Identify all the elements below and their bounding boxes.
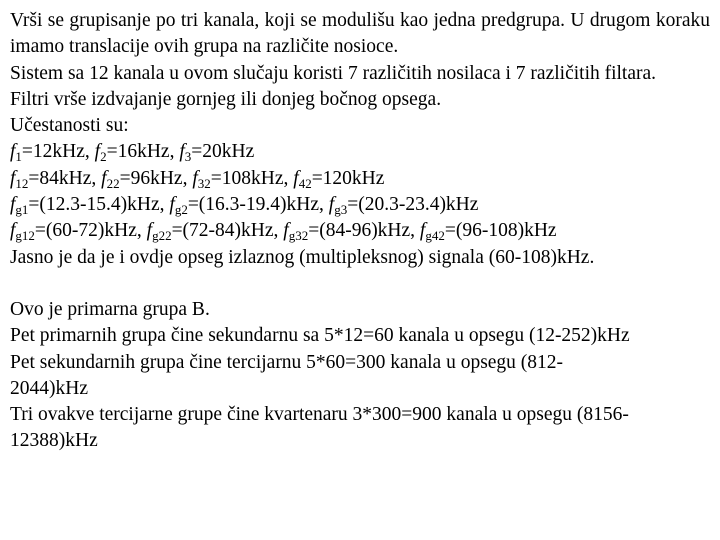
frequency-subscript: g12 — [15, 228, 35, 244]
frequency-subscript: g2 — [174, 202, 188, 218]
frequency-symbol: f — [283, 220, 289, 242]
frequency-subscript: 1 — [15, 149, 22, 165]
frequency-symbol: f — [328, 194, 335, 216]
paragraph-conclusion: Jasno je da je i ovdje opseg izlaznog (multipleksnog) signala (60-108)kHz. — [10, 246, 595, 268]
frequency-subscript: 22 — [106, 175, 120, 191]
frequency-symbol: f — [179, 141, 185, 163]
frequency-value: =96kHz, — [119, 167, 193, 189]
frequency-value: =(12.3-15.4)kHz, — [28, 194, 170, 216]
frequency-subscript: 12 — [15, 175, 29, 191]
frequency-subscript: g42 — [425, 228, 445, 244]
paragraph-gap — [10, 271, 710, 297]
frequency-symbol: f — [10, 141, 16, 163]
frequency-value: =(60-72)kHz, — [34, 220, 147, 242]
frequency-symbol: f — [293, 167, 299, 189]
frequency-line-carriers-1 — [10, 139, 710, 165]
frequency-symbol: f — [10, 167, 16, 189]
frequency-subscript: 3 — [184, 149, 192, 165]
frequency-value: =120kHz — [311, 167, 385, 189]
paragraph-system: Sistem sa 12 kanala u ovom slučaju koristi 7 različitih nosilaca i 7 različitih filtara. — [10, 62, 657, 84]
frequency-value: =(72-84)kHz, — [171, 220, 284, 242]
frequency-value: =(20.3-23.4)kHz — [347, 194, 479, 216]
frequency-subscript: 42 — [298, 175, 312, 191]
frequency-subscript: 32 — [197, 175, 211, 191]
frequency-subscript: g32 — [288, 228, 309, 244]
paragraph-filters: Filtri vrše izdvajanje gornjeg ili donjeg bočnog opsega. — [10, 88, 442, 110]
frequency-symbol: f — [192, 167, 198, 189]
frequency-symbol: f — [146, 220, 153, 242]
frequency-value: =12kHz, — [21, 141, 95, 163]
frequency-value: =(96-108)kHz — [444, 220, 557, 242]
paragraph-frequencies-heading: Učestanosti su: — [10, 115, 129, 137]
frequency-subscript: g22 — [152, 228, 172, 244]
document-body — [10, 8, 710, 455]
frequency-symbol: f — [10, 220, 16, 242]
frequency-line-bands-2 — [10, 218, 710, 244]
section2-line-tertiary-b: 2044)kHz — [10, 377, 88, 399]
frequency-value: =84kHz, — [28, 167, 102, 189]
frequency-line-bands-1 — [10, 192, 710, 218]
paragraph-grouping: Vrši se grupisanje po tri kanala, koji se modulišu kao jedna predgrupa. U drugom koraku imamo translacije ovih grupa na različite nosioce. — [10, 10, 710, 58]
frequency-line-carriers-2 — [10, 166, 710, 192]
frequency-subscript: g1 — [15, 202, 29, 218]
frequency-subscript: g3 — [334, 202, 348, 218]
section2-line-quaternary-a: Tri ovakve tercijarne grupe čine kvartenaru 3*300=900 kanala u opsegu (8156- — [10, 404, 629, 426]
frequency-symbol: f — [94, 141, 101, 163]
frequency-symbol: f — [101, 167, 107, 189]
section2-line-primary: Ovo je primarna grupa B. — [10, 298, 210, 320]
section2-line-tertiary-a: Pet sekundarnih grupa čine tercijarnu 5*60=300 kanala u opsegu (812- — [10, 351, 564, 373]
frequency-value: =20kHz — [191, 141, 255, 163]
frequency-value: =108kHz, — [210, 167, 294, 189]
frequency-symbol: f — [10, 194, 16, 216]
section2-line-secondary: Pet primarnih grupa čine sekundarnu sa 5*12=60 kanala u opsegu (12-252)kHz — [10, 325, 630, 347]
frequency-value: =(84-96)kHz, — [308, 220, 420, 242]
frequency-symbol: f — [419, 220, 426, 242]
section2-line-quaternary-b: 12388)kHz — [10, 430, 98, 452]
frequency-subscript: 2 — [100, 149, 107, 165]
frequency-value: =(16.3-19.4)kHz, — [187, 194, 329, 216]
frequency-value: =16kHz, — [106, 141, 180, 163]
frequency-symbol: f — [169, 194, 175, 216]
